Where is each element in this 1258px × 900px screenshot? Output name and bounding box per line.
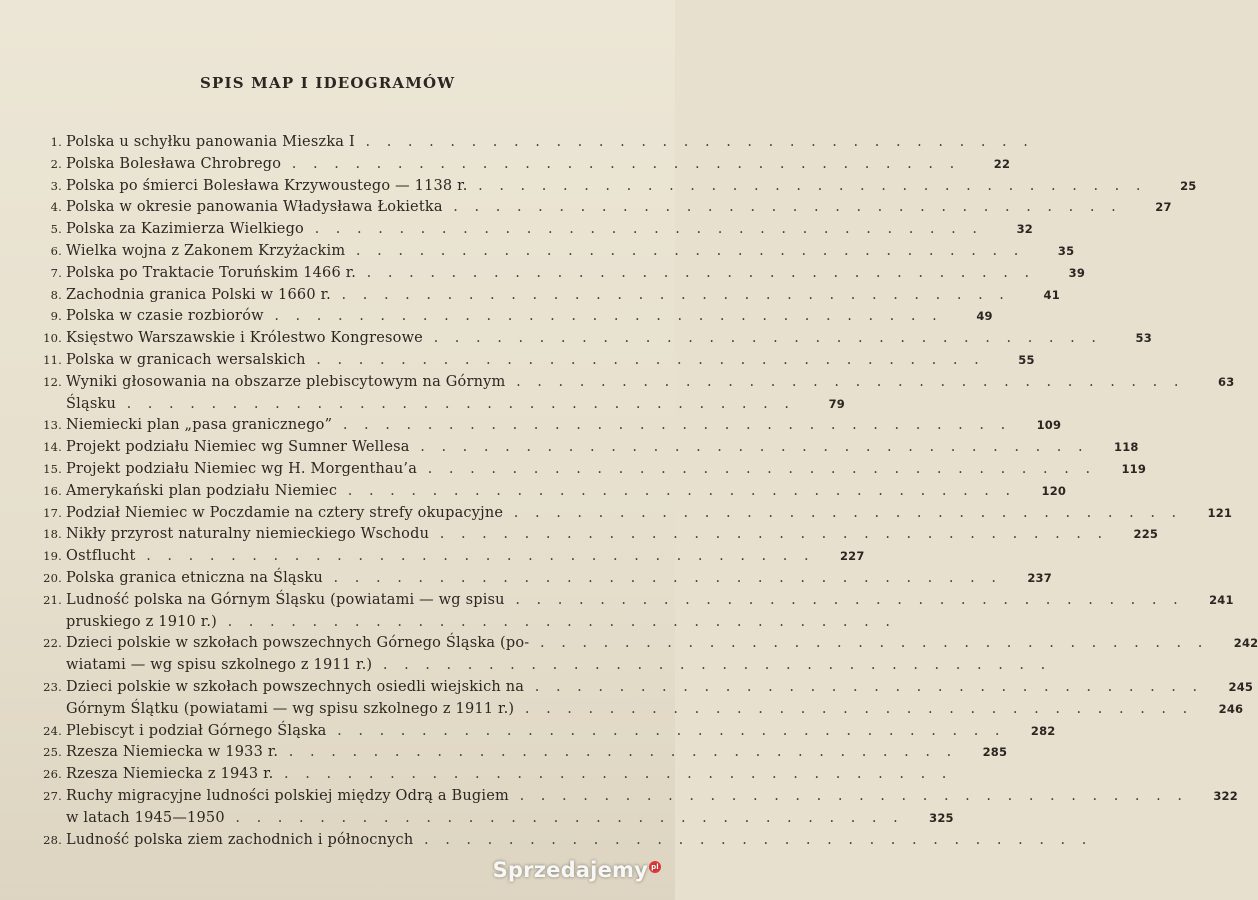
- entry-page-number: 120: [1041, 483, 1067, 498]
- entry-number: 25.: [43, 745, 62, 760]
- entry-page-number: 63: [1218, 374, 1235, 389]
- entry-page-number: 41: [1043, 287, 1060, 302]
- toc-entry: [28, 221, 1033, 243]
- entry-number: 13.: [43, 418, 62, 433]
- entry-page-number: 241: [1209, 592, 1234, 607]
- entry-title: Podział Niemiec w Poczdamie na cztery strefy okupacyjne . . . . . . . . . . . . . . . . . . . . . . . . . . . . . . . .: [66, 504, 1183, 521]
- entry-title: Dzieci polskie w szkołach powszechnych Górnego Śląska (po- . . . . . . . . . . . . . . . . . . . . . . . . . . . . . . . .: [66, 635, 1209, 652]
- entry-title: Rzesza Niemiecka w 1933 r. . . . . . . . . . . . . . . . . . . . . . . . . . . . . . . . .: [66, 744, 958, 761]
- entry-title: Polska w okresie panowania Władysława Łokietka . . . . . . . . . . . . . . . . . . . . . . . . . . . . . . . .: [66, 199, 1122, 216]
- toc-entry: [28, 700, 1244, 723]
- entry-title: Projekt podziału Niemiec wg Sumner Wellesa . . . . . . . . . . . . . . . . . . . . . . . . . . . . . . . .: [66, 439, 1089, 456]
- entry-number: 4.: [50, 200, 62, 215]
- watermark-badge: pl: [649, 861, 661, 873]
- toc-entry: [28, 787, 1238, 810]
- entry-number: 5.: [50, 222, 62, 237]
- entry-number: 22.: [43, 636, 62, 651]
- toc-entry: [28, 657, 1052, 679]
- watermark-logo: Sprzedajemy pl: [493, 858, 661, 882]
- entry-number: 6.: [50, 243, 62, 258]
- entry-title: Plebiscyt i podział Górnego Śląska . . . . . . . . . . . . . . . . . . . . . . . . . . . . . . . .: [66, 722, 1006, 739]
- entry-number: 21.: [43, 592, 62, 607]
- toc-entry: [28, 199, 1172, 221]
- entry-number: 16.: [43, 483, 62, 498]
- entry-title: Ostflucht . . . . . . . . . . . . . . . . . . . . . . . . . . . . . . . .: [66, 548, 815, 565]
- entry-page-number: 79: [828, 396, 845, 411]
- entry-number: 3.: [50, 178, 62, 193]
- toc-entry: [28, 242, 1075, 265]
- entry-title: Księstwo Warszawskie i Królestwo Kongresowe . . . . . . . . . . . . . . . . . . . . . . . . . . . . . . . .: [66, 330, 1102, 347]
- entry-title: wiatami — wg spisu szkolnego z 1911 r.) . . . . . . . . . . . . . . . . . . . . . . . . . . . . . . . .: [66, 657, 1052, 674]
- entry-number: 17.: [43, 505, 62, 520]
- entry-title: Amerykański plan podziału Niemiec . . . . . . . . . . . . . . . . . . . . . . . . . . . . . . . .: [66, 482, 1017, 499]
- toc-entry: [28, 351, 1035, 374]
- entry-title: Polska w czasie rozbiorów . . . . . . . . . . . . . . . . . . . . . . . . . . . . . . . .: [66, 308, 943, 325]
- entry-page-number: 22: [993, 156, 1011, 171]
- entry-title: Górnym Ślątku (powiatami — wg spisu szkolnego z 1911 r.) . . . . . . . . . . . . . . . . . . . . . . . . . . . . . . . .: [66, 700, 1194, 717]
- entry-page-number: 39: [1068, 265, 1086, 280]
- toc-entry: [28, 330, 1152, 352]
- entry-number: 24.: [43, 723, 62, 738]
- entry-title: Polska po śmierci Bolesława Krzywoustego — 1138 r. . . . . . . . . . . . . . . . . . . . . . . . . . . . . . . . .: [66, 177, 1147, 194]
- entry-number: 1.: [50, 135, 62, 149]
- entry-page-number: 32: [1016, 222, 1033, 237]
- entry-title: Ludność polska ziem zachodnich i północnych . . . . . . . . . . . . . . . . . . . . . . . . . . . . . . . .: [66, 831, 1093, 848]
- toc-entry: [28, 831, 1093, 854]
- entry-number: 15.: [43, 461, 62, 476]
- entry-page-number: 285: [982, 745, 1008, 760]
- entry-number: 14.: [43, 440, 62, 455]
- entry-title: Ruchy migracyjne ludności polskiej między Odrą a Bugiem . . . . . . . . . . . . . . . . . . . . . . . . . . . . . . . .: [66, 787, 1188, 804]
- toc-entry: [28, 395, 845, 418]
- entry-page-number: 282: [1030, 723, 1056, 738]
- toc-entry: [28, 526, 1159, 548]
- entry-page-number: 55: [1018, 352, 1035, 367]
- entry-number: 7.: [50, 265, 62, 280]
- toc-entry: [28, 504, 1233, 527]
- toc-entry: [28, 591, 1234, 614]
- entry-page-number: 119: [1121, 461, 1147, 476]
- entry-number: 27.: [43, 788, 62, 803]
- entry-title: Polska granica etniczna na Śląsku . . . . . . . . . . . . . . . . . . . . . . . . . . . . . . . .: [66, 569, 1002, 586]
- entry-number: 10.: [43, 331, 62, 346]
- toc-entry: [28, 722, 1056, 745]
- entry-title: Polska w granicach wersalskich . . . . . . . . . . . . . . . . . . . . . . . . . . . . . . . .: [66, 351, 985, 368]
- entry-title: w latach 1945—1950 . . . . . . . . . . . . . . . . . . . . . . . . . . . . . . . .: [66, 809, 904, 826]
- entry-page-number: 325: [929, 810, 954, 825]
- toc-entry: [28, 264, 1086, 287]
- table-of-contents: [28, 134, 1258, 853]
- entry-title: Niemiecki plan „pasa granicznego” . . . . . . . . . . . . . . . . . . . . . . . . . . . . . . . .: [66, 417, 1012, 434]
- entry-page-number: 118: [1114, 440, 1139, 455]
- toc-entry: [28, 373, 1235, 396]
- toc-entry: [28, 569, 1052, 592]
- entry-number: 12.: [43, 374, 62, 389]
- entry-page-number: 245: [1228, 679, 1254, 694]
- entry-number: 20.: [43, 570, 62, 585]
- entry-page-number: 227: [839, 549, 865, 564]
- entry-title: Polska za Kazimierza Wielkiego . . . . . . . . . . . . . . . . . . . . . . . . . . . . . . . .: [66, 221, 983, 238]
- toc-entry: [28, 766, 953, 788]
- entry-title: Nikły przyrost naturalny niemieckiego Wschodu . . . . . . . . . . . . . . . . . . . . . . . . . . . . . . . .: [66, 526, 1109, 543]
- entry-number: 26.: [43, 767, 62, 782]
- entry-title: Ludność polska na Górnym Śląsku (powiatami — wg spisu . . . . . . . . . . . . . . . . . . . . . . . . . . . . . . . .: [66, 591, 1184, 608]
- entry-title: Projekt podziału Niemiec wg H. Morgenthau’a . . . . . . . . . . . . . . . . . . . . . . . . . . . . . . . .: [66, 460, 1097, 477]
- entry-title: Zachodnia granica Polski w 1660 r. . . . . . . . . . . . . . . . . . . . . . . . . . . . . . . . .: [66, 286, 1010, 303]
- entry-page-number: 49: [976, 309, 993, 324]
- toc-entry: [28, 809, 954, 832]
- toc-entry: [28, 417, 1062, 439]
- toc-entry: [28, 460, 1147, 483]
- entry-number: 9.: [50, 309, 62, 324]
- toc-entry: [28, 482, 1067, 505]
- toc-entry: [28, 308, 993, 330]
- entry-page-number: 121: [1207, 505, 1233, 520]
- page-title: SPIS MAP I IDEOGRAMÓW: [200, 74, 456, 92]
- entry-page-number: 35: [1057, 243, 1075, 258]
- entry-number: 2.: [50, 156, 62, 171]
- toc-entry: [28, 439, 1139, 461]
- entry-number: 28.: [43, 832, 62, 847]
- entry-page-number: 27: [1155, 200, 1172, 215]
- entry-number: 23.: [43, 679, 62, 694]
- entry-title: Wielka wojna z Zakonem Krzyżackim . . . . . . . . . . . . . . . . . . . . . . . . . . . . . . . .: [66, 242, 1025, 259]
- entry-page-number: 109: [1036, 418, 1062, 433]
- entry-title: pruskiego z 1910 r.) . . . . . . . . . . . . . . . . . . . . . . . . . . . . . . . .: [66, 613, 896, 630]
- entry-title: Wyniki głosowania na obszarze plebiscytowym na Górnym . . . . . . . . . . . . . . . . . . . . . . . . . . . . . . . .: [66, 373, 1185, 390]
- entry-page-number: 25: [1180, 178, 1197, 193]
- toc-entry: [28, 177, 1197, 200]
- entry-number: 8.: [50, 287, 62, 302]
- entry-title: Polska po Traktacie Toruńskim 1466 r. . . . . . . . . . . . . . . . . . . . . . . . . . . . . . . . .: [66, 264, 1036, 281]
- toc-entry: [28, 548, 865, 570]
- entry-page-number: 246: [1218, 701, 1244, 716]
- toc-entry: [28, 286, 1060, 309]
- toc-entry: [28, 678, 1254, 701]
- entry-title: Dzieci polskie w szkołach powszechnych osiedli wiejskich na . . . . . . . . . . . . . . . . . . . . . . . . . . . . . . . .: [66, 678, 1204, 695]
- entry-number: 19.: [43, 549, 62, 564]
- toc-entry: [28, 134, 1034, 156]
- entry-page-number: 237: [1027, 570, 1052, 585]
- entry-page-number: 225: [1133, 527, 1159, 542]
- entry-number: 11.: [43, 352, 62, 367]
- entry-title: Śląsku . . . . . . . . . . . . . . . . . . . . . . . . . . . . . . . .: [66, 395, 795, 412]
- entry-title: Rzesza Niemiecka z 1943 r. . . . . . . . . . . . . . . . . . . . . . . . . . . . . . . . .: [66, 766, 953, 783]
- entry-page-number: 322: [1213, 788, 1238, 803]
- entry-page-number: 53: [1135, 331, 1152, 346]
- toc-entry: [28, 744, 1008, 766]
- entry-title: Polska u schyłku panowania Mieszka I . . . . . . . . . . . . . . . . . . . . . . . . . . . . . . . .: [66, 134, 1034, 150]
- toc-entry: [28, 155, 1011, 178]
- toc-entry: [28, 613, 896, 636]
- toc-entry: [28, 635, 1258, 657]
- entry-page-number: 242: [1233, 636, 1258, 651]
- entry-number: 18.: [43, 527, 62, 542]
- entry-title: Polska Bolesława Chrobrego . . . . . . . . . . . . . . . . . . . . . . . . . . . . . . . .: [66, 155, 961, 172]
